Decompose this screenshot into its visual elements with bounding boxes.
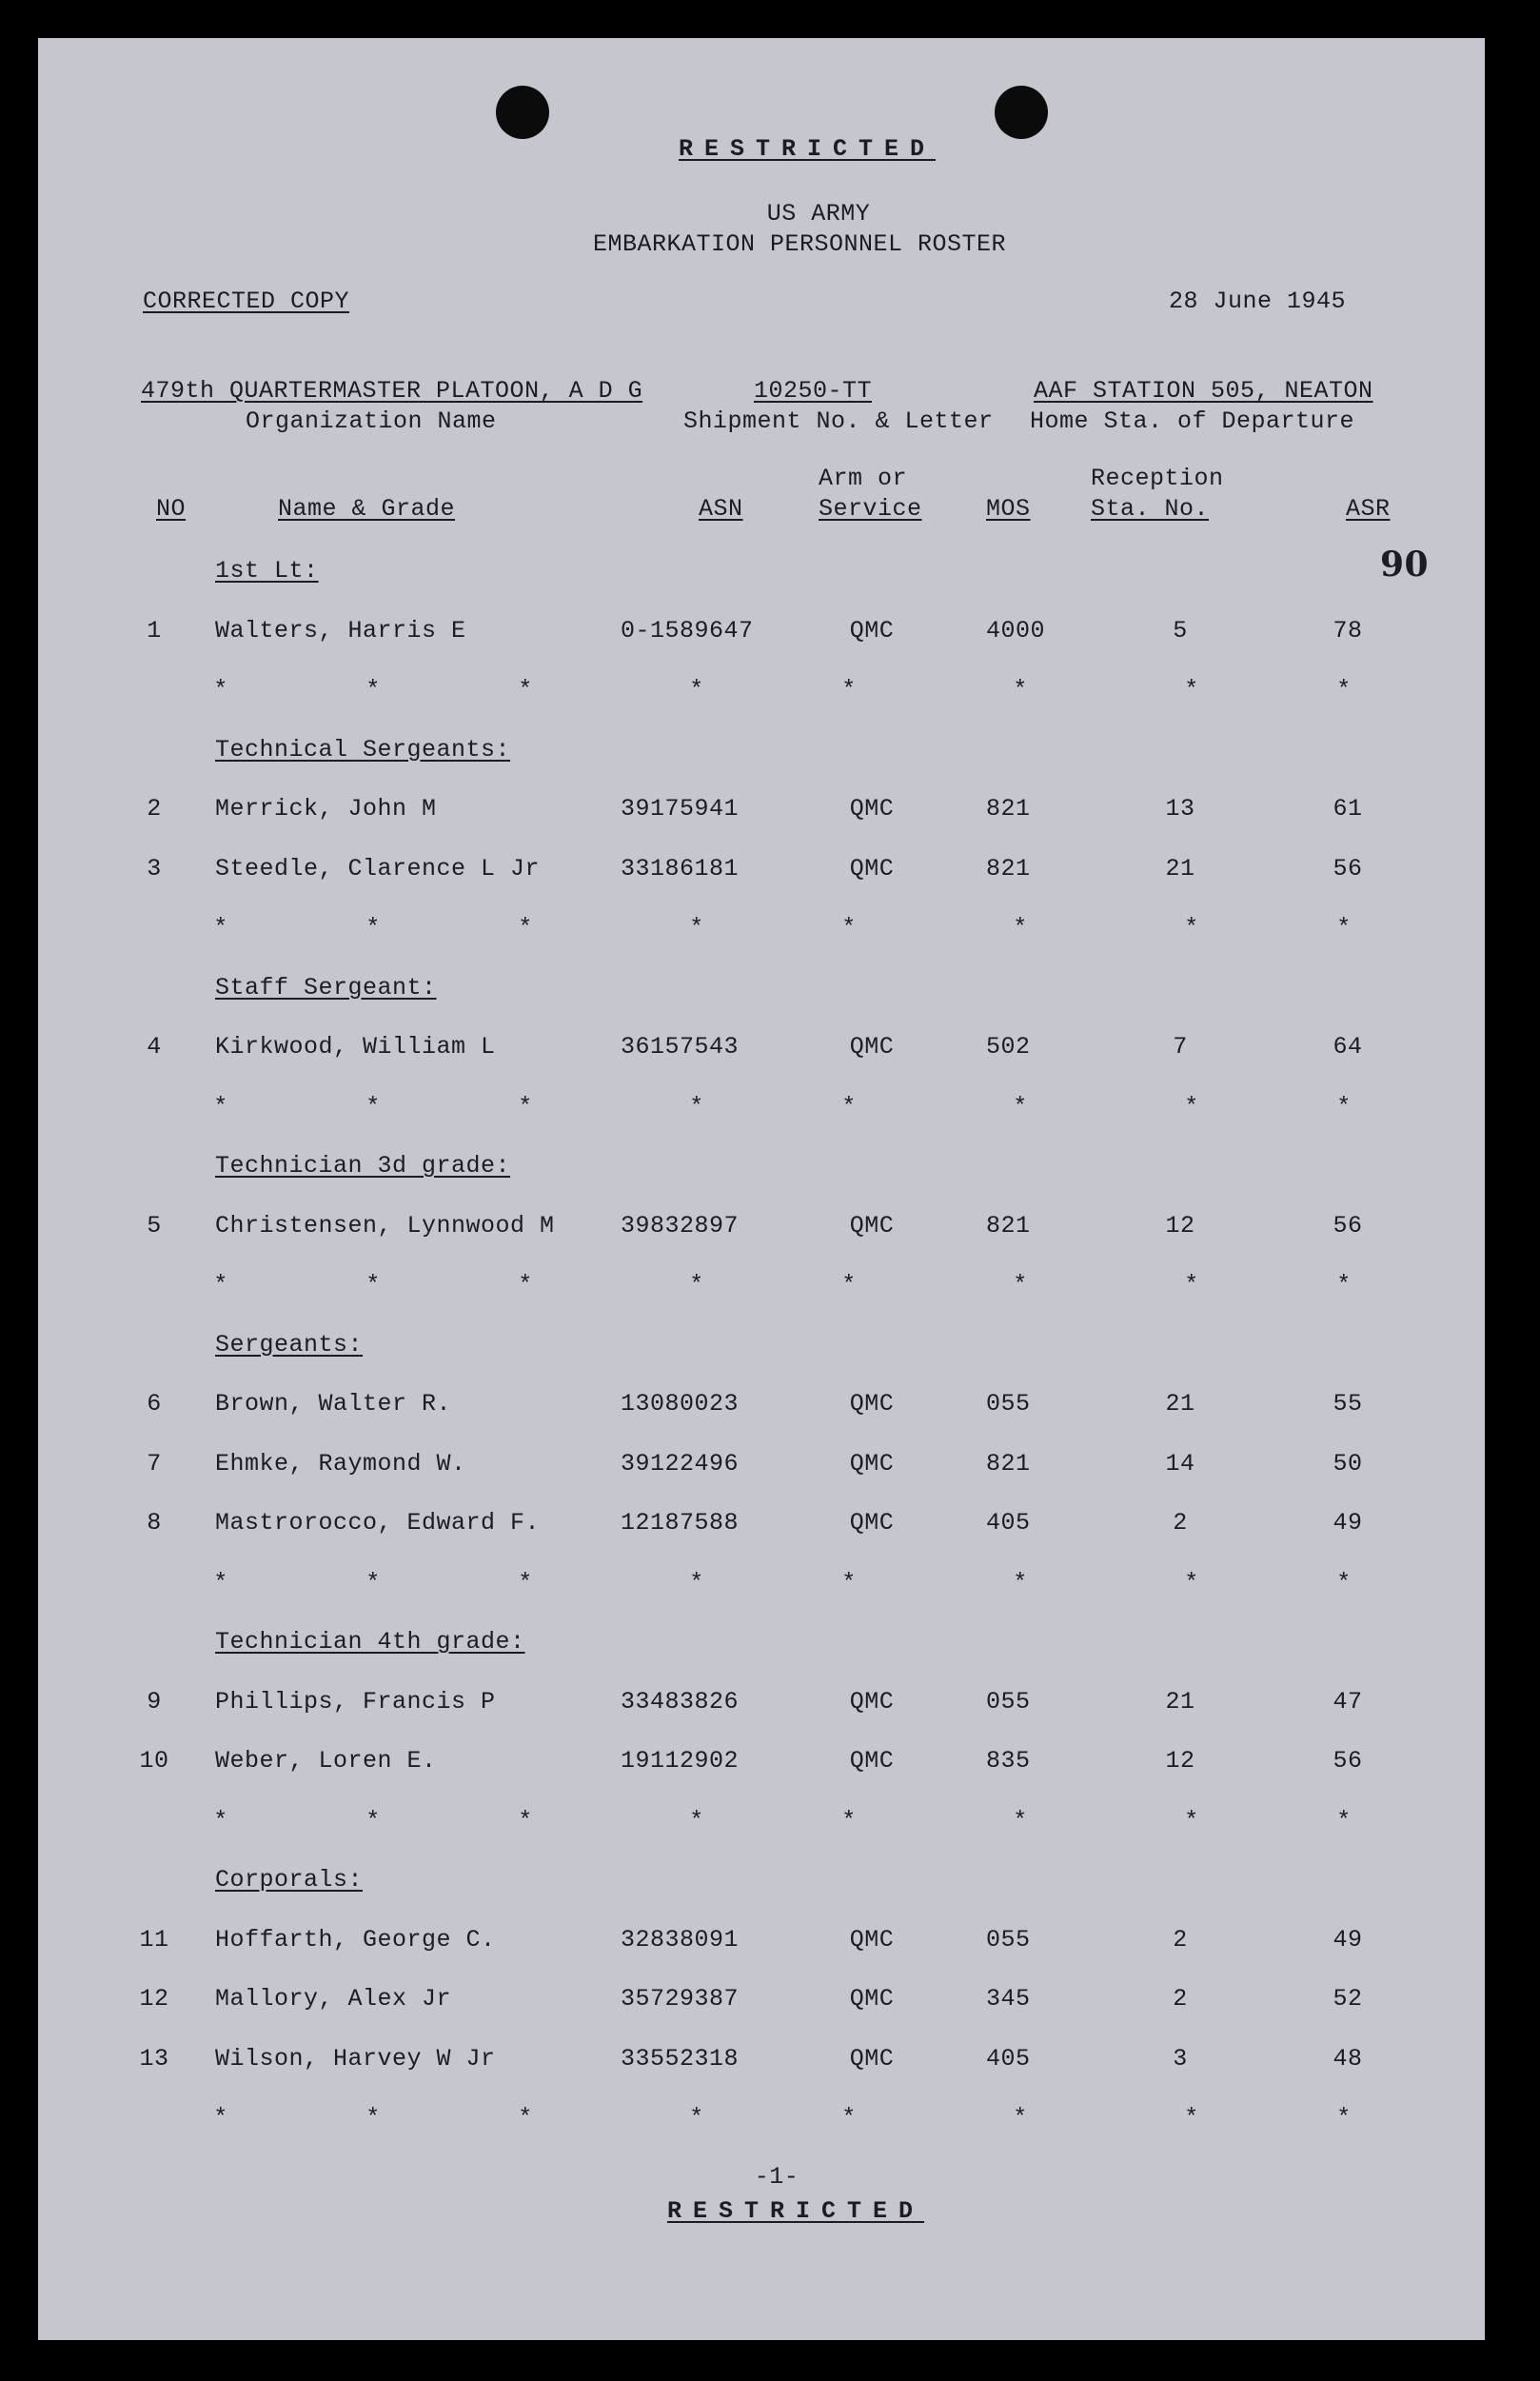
cell-name: Christensen, Lynnwood M: [215, 1211, 555, 1240]
separator-asterisk: *: [689, 1092, 704, 1121]
separator-asterisk: *: [213, 1806, 228, 1835]
cell-reception-station: 12: [1165, 1211, 1195, 1240]
cell-asn: 35729387: [621, 1985, 740, 2013]
cell-asn: 33552318: [621, 2044, 740, 2073]
cell-asn: 39122496: [621, 1449, 740, 1478]
cell-no: 13: [139, 2044, 169, 2073]
separator-asterisk: *: [841, 1806, 857, 1835]
table-row: [38, 1985, 1485, 2015]
cell-reception-station: 12: [1165, 1747, 1195, 1775]
cell-name: Kirkwood, William L: [215, 1033, 496, 1061]
separator-asterisk: *: [1184, 914, 1199, 942]
separator-asterisk: *: [213, 1568, 228, 1597]
header-line-1: US ARMY: [766, 200, 871, 228]
cell-reception-station: 2: [1173, 1925, 1188, 1954]
cell-mos: 821: [986, 1449, 1031, 1478]
separator-asterisk: *: [213, 2104, 228, 2132]
cell-arm: QMC: [849, 1985, 895, 2013]
cell-asr: 56: [1333, 1747, 1363, 1775]
separator-asterisk: *: [365, 1568, 381, 1597]
col-asn: ASN: [699, 495, 743, 523]
cell-asr: 49: [1333, 1925, 1363, 1954]
cell-mos: 405: [986, 2044, 1031, 2073]
separator-asterisk: *: [213, 1092, 228, 1121]
cell-no: 12: [139, 1985, 169, 2013]
cell-asn: 32838091: [621, 1925, 740, 1954]
separator-asterisk: *: [365, 1806, 381, 1835]
cell-asr: 49: [1333, 1509, 1363, 1537]
grade-heading: Technician 4th grade:: [215, 1628, 525, 1656]
table-row: [38, 1033, 1485, 1063]
col-reception-line1: Reception: [1091, 465, 1224, 492]
cell-mos: 821: [986, 1211, 1031, 1240]
cell-asr: 50: [1333, 1449, 1363, 1478]
classification-bottom: RESTRICTED: [666, 2197, 925, 2225]
separator-asterisk: *: [1013, 1806, 1028, 1835]
separator-asterisk: *: [1336, 1806, 1352, 1835]
classification-top: RESTRICTED: [678, 135, 937, 163]
cell-asr: 52: [1333, 1985, 1363, 2013]
separator-asterisk: *: [1013, 2104, 1028, 2132]
separator-asterisk: *: [689, 1568, 704, 1597]
cell-name: Walters, Harris E: [215, 616, 466, 645]
separator-asterisk: *: [689, 1806, 704, 1835]
cell-arm: QMC: [849, 854, 895, 883]
separator-asterisk: *: [1013, 676, 1028, 704]
grade-heading: Corporals:: [215, 1866, 364, 1894]
shipment-caption: Shipment No. & Letter: [683, 407, 994, 435]
cell-reception-station: 21: [1165, 854, 1195, 883]
grade-heading: Technician 3d grade:: [215, 1152, 511, 1180]
cell-no: 4: [147, 1033, 162, 1061]
cell-asr: 48: [1333, 2044, 1363, 2073]
separator-asterisk: *: [841, 914, 857, 942]
cell-name: Weber, Loren E.: [215, 1747, 437, 1775]
separator-asterisk: *: [1184, 1568, 1199, 1597]
cell-no: 1: [147, 616, 162, 645]
col-mos: MOS: [986, 495, 1031, 523]
separator-asterisk: *: [365, 2104, 381, 2132]
cell-asr: 56: [1333, 1211, 1363, 1240]
grade-heading: 1st Lt:: [215, 557, 319, 585]
cell-arm: QMC: [849, 795, 895, 823]
cell-asn: 33483826: [621, 1687, 740, 1716]
cell-reception-station: 3: [1173, 2044, 1188, 2073]
cell-mos: 821: [986, 795, 1031, 823]
separator-asterisk: *: [841, 1092, 857, 1121]
separator-asterisk: *: [689, 676, 704, 704]
cell-no: 10: [139, 1747, 169, 1775]
separator-asterisk: *: [518, 676, 533, 704]
cell-no: 6: [147, 1390, 162, 1418]
cell-asn: 39832897: [621, 1211, 740, 1240]
separator-asterisk: *: [841, 1271, 857, 1299]
separator-asterisk: *: [1013, 1271, 1028, 1299]
table-row: [38, 1747, 1485, 1777]
separator-asterisk: *: [518, 2104, 533, 2132]
cell-arm: QMC: [849, 1211, 895, 1240]
cell-mos: 345: [986, 1985, 1031, 2013]
col-name: Name & Grade: [278, 495, 456, 523]
cell-no: 9: [147, 1687, 162, 1716]
separator-asterisk: *: [365, 1271, 381, 1299]
cell-name: Hoffarth, George C.: [215, 1925, 496, 1954]
table-row: [38, 1212, 1485, 1242]
table-row: [38, 795, 1485, 825]
header-line-2: EMBARKATION PERSONNEL ROSTER: [592, 230, 1007, 258]
separator-asterisk: *: [841, 1568, 857, 1597]
separator-row: [38, 1807, 1485, 1837]
cell-arm: QMC: [849, 1449, 895, 1478]
separator-asterisk: *: [518, 1092, 533, 1121]
separator-asterisk: *: [365, 676, 381, 704]
separator-row: [38, 1569, 1485, 1599]
table-row: [38, 1390, 1485, 1420]
separator-asterisk: *: [1013, 914, 1028, 942]
cell-arm: QMC: [849, 1747, 895, 1775]
grade-heading: Staff Sergeant:: [215, 973, 437, 1002]
cell-mos: 4000: [986, 616, 1046, 645]
roster-page: [38, 38, 1485, 2340]
separator-asterisk: *: [841, 2104, 857, 2132]
separator-asterisk: *: [213, 914, 228, 942]
cell-name: Mastrorocco, Edward F.: [215, 1509, 541, 1537]
separator-asterisk: *: [1336, 1271, 1352, 1299]
cell-asr: 64: [1333, 1033, 1363, 1061]
cell-mos: 405: [986, 1509, 1031, 1537]
separator-asterisk: *: [689, 914, 704, 942]
separator-asterisk: *: [1184, 1806, 1199, 1835]
col-no: NO: [156, 495, 187, 523]
separator-asterisk: *: [1184, 676, 1199, 704]
cell-arm: QMC: [849, 1390, 895, 1418]
separator-row: [38, 1271, 1485, 1301]
table-row: [38, 1509, 1485, 1539]
separator-asterisk: *: [1336, 914, 1352, 942]
cell-name: Mallory, Alex Jr: [215, 1985, 452, 2013]
separator-asterisk: *: [1336, 1092, 1352, 1121]
separator-asterisk: *: [1184, 2104, 1199, 2132]
cell-name: Phillips, Francis P: [215, 1687, 496, 1716]
cell-reception-station: 21: [1165, 1390, 1195, 1418]
copy-label: CORRECTED COPY: [143, 288, 350, 315]
cell-mos: 502: [986, 1033, 1031, 1061]
cell-asn: 19112902: [621, 1747, 740, 1775]
separator-asterisk: *: [518, 914, 533, 942]
separator-row: [38, 676, 1485, 706]
separator-asterisk: *: [518, 1568, 533, 1597]
stamp-number: 90: [1380, 545, 1430, 585]
cell-asr: 47: [1333, 1687, 1363, 1716]
cell-arm: QMC: [849, 1509, 895, 1537]
cell-mos: 835: [986, 1747, 1031, 1775]
table-row: [38, 1450, 1485, 1480]
punch-hole: [496, 86, 549, 139]
punch-hole: [995, 86, 1048, 139]
cell-arm: QMC: [849, 1687, 895, 1716]
cell-arm: QMC: [849, 1033, 895, 1061]
cell-asn: 12187588: [621, 1509, 740, 1537]
cell-asn: 33186181: [621, 854, 740, 883]
separator-asterisk: *: [1184, 1271, 1199, 1299]
cell-reception-station: 14: [1165, 1449, 1195, 1478]
col-arm-line1: Arm or: [819, 465, 908, 492]
cell-reception-station: 2: [1173, 1985, 1188, 2013]
cell-arm: QMC: [849, 1925, 895, 1954]
cell-name: Brown, Walter R.: [215, 1390, 452, 1418]
cell-asr: 56: [1333, 854, 1363, 883]
table-row: [38, 617, 1485, 647]
separator-asterisk: *: [1336, 2104, 1352, 2132]
grade-heading: Sergeants:: [215, 1330, 364, 1359]
cell-asr: 61: [1333, 795, 1363, 823]
table-row: [38, 855, 1485, 885]
separator-asterisk: *: [213, 1271, 228, 1299]
separator-asterisk: *: [1336, 676, 1352, 704]
org-name-caption: Organization Name: [246, 407, 497, 435]
table-row: [38, 1926, 1485, 1956]
separator-asterisk: *: [1013, 1092, 1028, 1121]
cell-arm: QMC: [849, 2044, 895, 2073]
cell-asr: 78: [1333, 616, 1363, 645]
cell-reception-station: 13: [1165, 795, 1195, 823]
cell-no: 3: [147, 854, 162, 883]
separator-asterisk: *: [689, 1271, 704, 1299]
separator-asterisk: *: [365, 1092, 381, 1121]
cell-mos: 055: [986, 1925, 1031, 1954]
separator-asterisk: *: [365, 914, 381, 942]
separator-row: [38, 914, 1485, 944]
cell-reception-station: 5: [1173, 616, 1188, 645]
cell-mos: 055: [986, 1687, 1031, 1716]
cell-asn: 13080023: [621, 1390, 740, 1418]
cell-asn: 36157543: [621, 1033, 740, 1061]
cell-arm: QMC: [849, 616, 895, 645]
cell-reception-station: 7: [1173, 1033, 1188, 1061]
separator-asterisk: *: [841, 676, 857, 704]
grade-heading: Technical Sergeants:: [215, 735, 511, 764]
home-station-caption: Home Sta. of Departure: [1030, 407, 1355, 435]
cell-reception-station: 2: [1173, 1509, 1188, 1537]
separator-row: [38, 1093, 1485, 1123]
cell-asr: 55: [1333, 1390, 1363, 1418]
col-arm-line2: Service: [819, 495, 922, 523]
cell-reception-station: 21: [1165, 1687, 1195, 1716]
separator-asterisk: *: [1336, 1568, 1352, 1597]
cell-mos: 821: [986, 854, 1031, 883]
separator-asterisk: *: [1013, 1568, 1028, 1597]
roster-date: 28 June 1945: [1169, 288, 1347, 315]
cell-name: Wilson, Harvey W Jr: [215, 2044, 496, 2073]
cell-no: 11: [139, 1925, 169, 1954]
cell-name: Steedle, Clarence L Jr: [215, 854, 541, 883]
col-reception-line2: Sta. No.: [1091, 495, 1210, 523]
separator-asterisk: *: [1184, 1092, 1199, 1121]
home-station: AAF STATION 505, NEATON: [1034, 377, 1373, 405]
shipment-number: 10250-TT: [754, 377, 873, 405]
cell-no: 5: [147, 1211, 162, 1240]
cell-mos: 055: [986, 1390, 1031, 1418]
separator-asterisk: *: [213, 676, 228, 704]
cell-no: 7: [147, 1449, 162, 1478]
separator-row: [38, 2104, 1485, 2134]
cell-name: Ehmke, Raymond W.: [215, 1449, 466, 1478]
table-row: [38, 2045, 1485, 2075]
col-asr: ASR: [1346, 495, 1391, 523]
separator-asterisk: *: [518, 1806, 533, 1835]
separator-asterisk: *: [689, 2104, 704, 2132]
cell-no: 2: [147, 795, 162, 823]
cell-name: Merrick, John M: [215, 795, 437, 823]
cell-asn: 39175941: [621, 795, 740, 823]
cell-no: 8: [147, 1509, 162, 1537]
org-name: 479th QUARTERMASTER PLATOON, A D G: [141, 377, 643, 405]
page-number: -1-: [754, 2163, 800, 2191]
separator-asterisk: *: [518, 1271, 533, 1299]
cell-asn: 0-1589647: [621, 616, 754, 645]
table-row: [38, 1688, 1485, 1718]
